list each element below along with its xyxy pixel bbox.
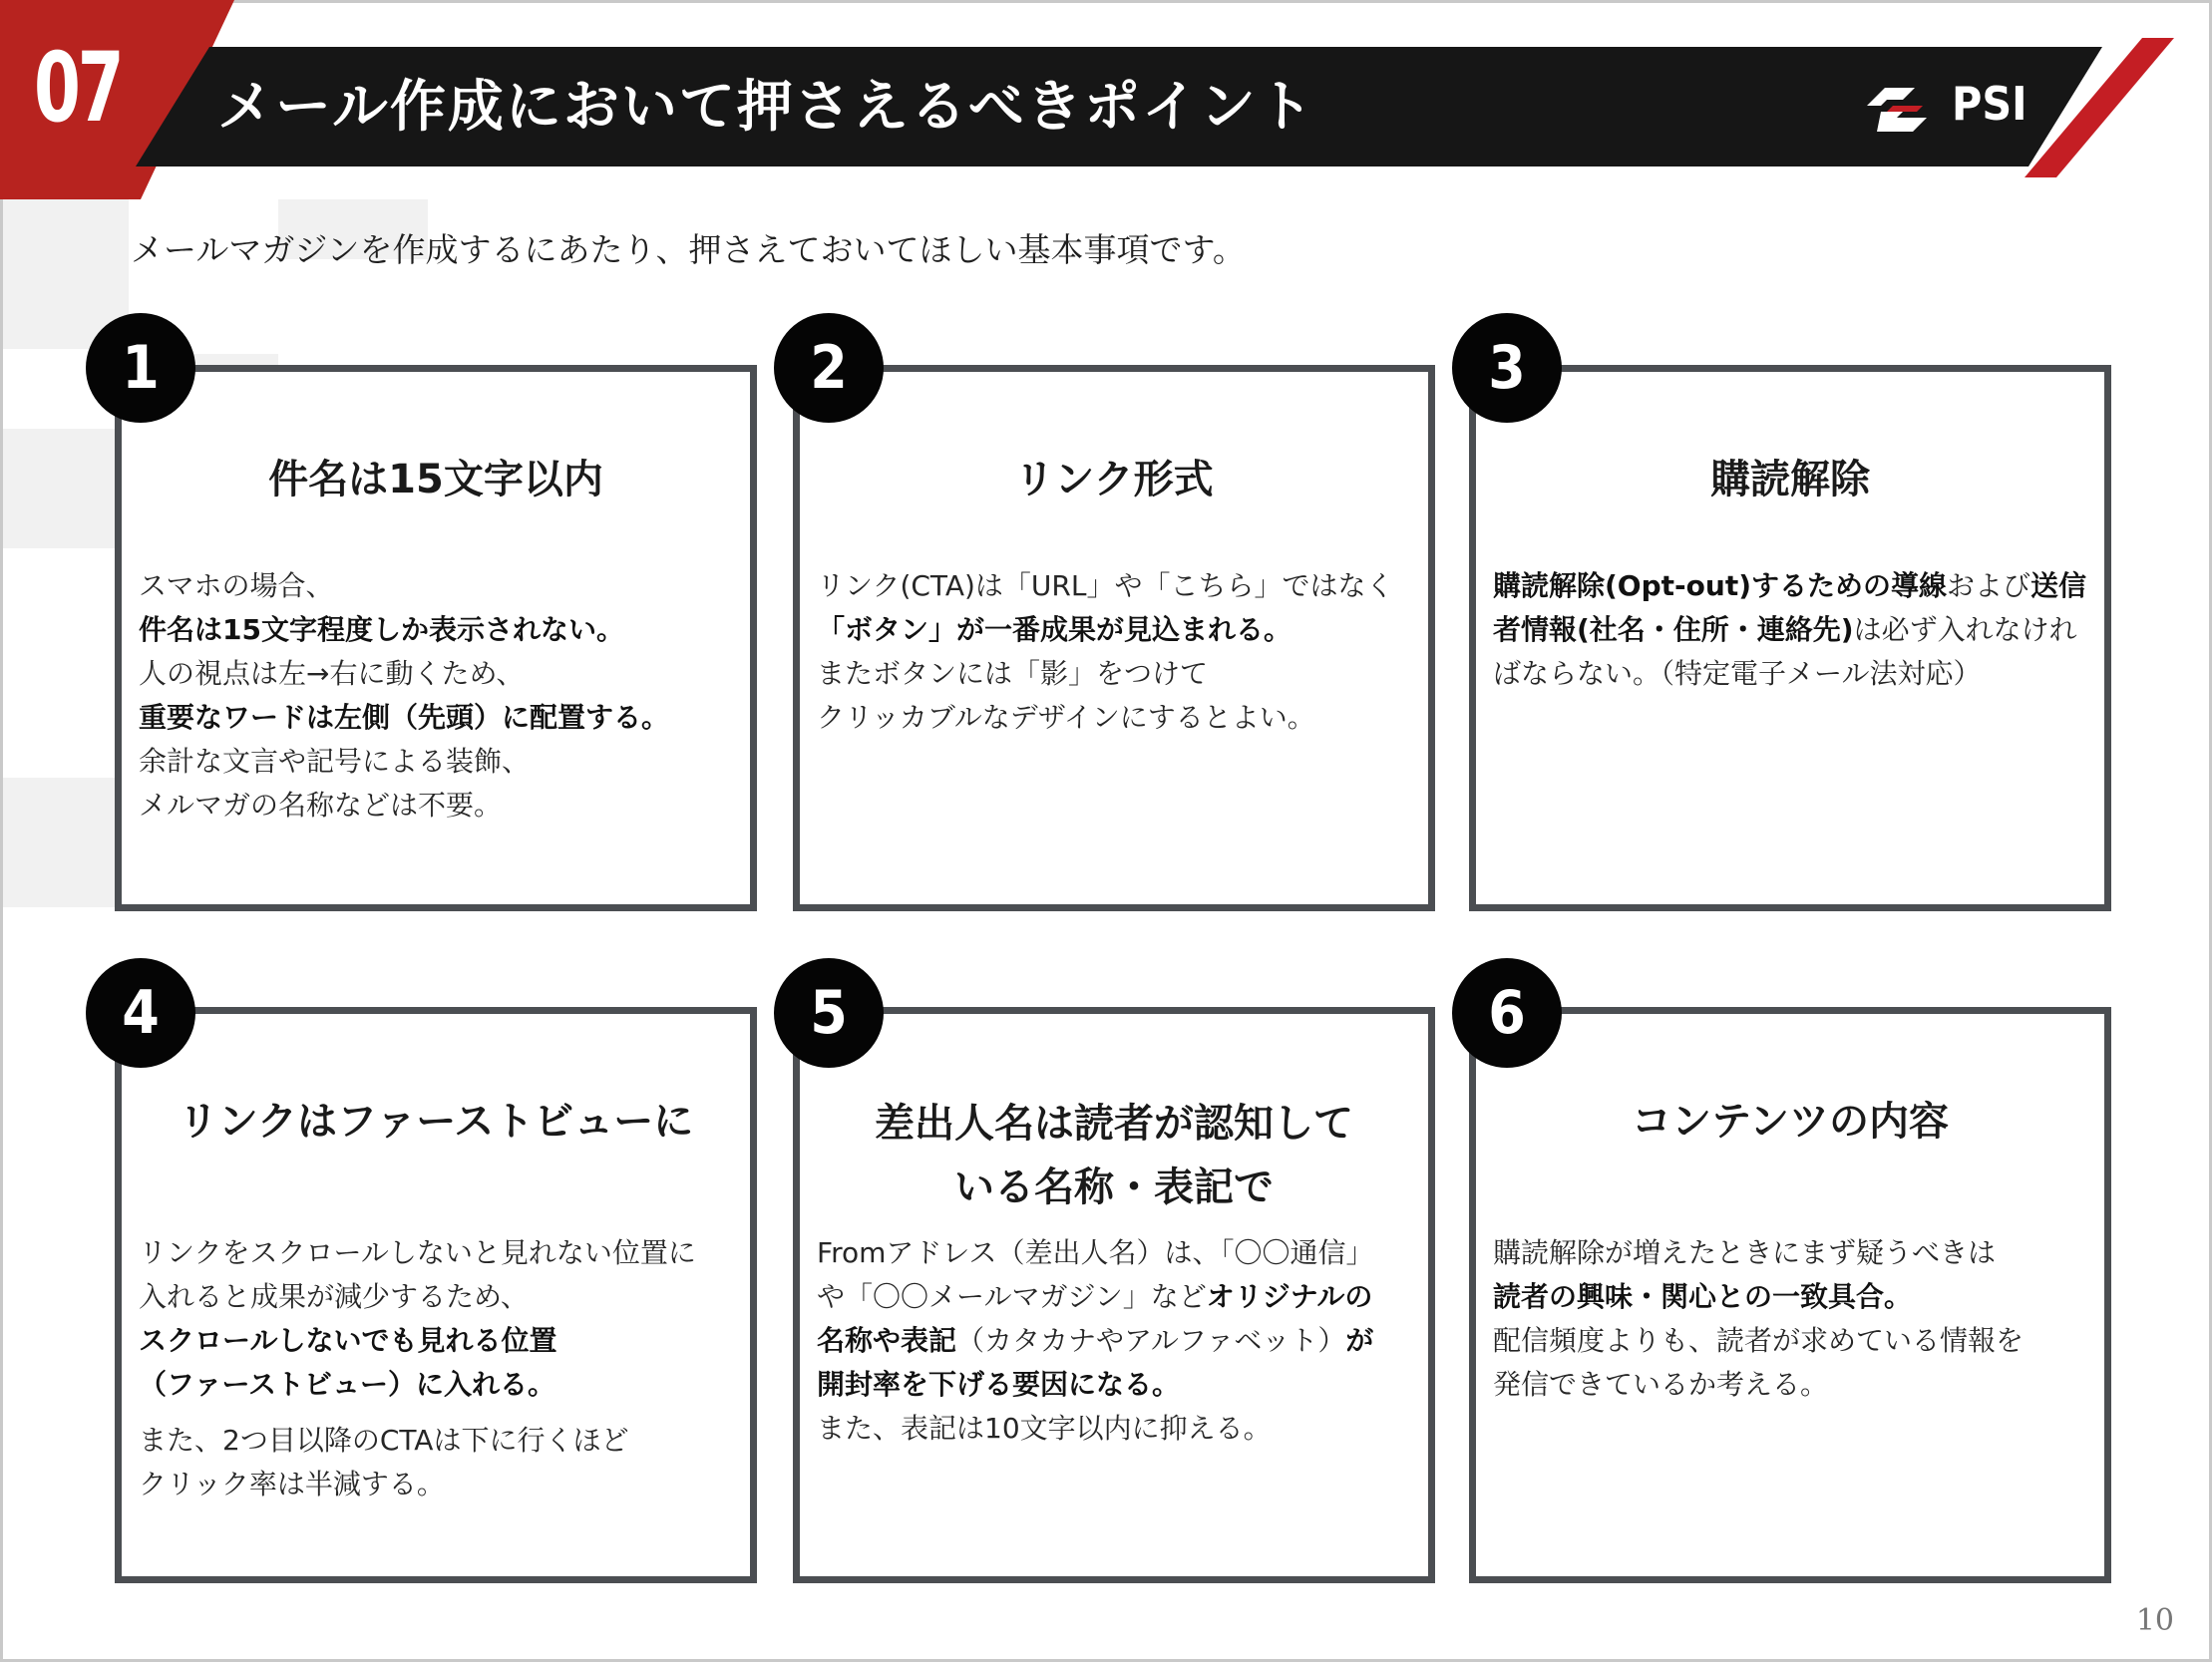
point-card-6 [1469,1007,2111,1583]
intro-text: メールマガジンを作成するにあたり、押さえておいてほしい基本事項です。 [131,230,1246,269]
body-line: 配信頻度よりも、読者が求めている情報を [1493,1324,2025,1357]
body-line-bold: 開封率を下げる要因になる。 [817,1368,1181,1401]
card-body [817,1231,1420,1451]
card-body [139,1231,742,1506]
body-line-bold: （ファーストビュー）に入れる。 [139,1368,556,1401]
body-text: や「〇〇メールマガジン」など [817,1280,1207,1313]
body-bold: 者情報(社名・住所・連絡先) [1493,613,1854,646]
card-body [1493,1231,2096,1407]
point-card-5 [793,1007,1435,1583]
body-line: またボタンには「影」をつけて [817,657,1209,690]
card-body [817,564,1420,740]
body-line-bold: 読者の興味・関心との一致具合。 [1493,1280,1913,1313]
body-line: Fromアドレス（差出人名）は、「〇〇通信」 [817,1236,1374,1269]
body-bold: オリジナルの [1206,1280,1373,1313]
body-line: スマホの場合、 [139,569,334,602]
body-text: は必ず入れなけれ [1853,613,2077,646]
card-title-line: いる名称・表記で [954,1164,1274,1210]
body-text: （カタカナやアルファベット） [956,1324,1346,1357]
body-line: クリック率は半減する。 [139,1468,445,1500]
bg-block [3,429,129,548]
body-line: リンク(CTA)は「URL」や「こちら」ではなく [817,569,1394,602]
page-number: 10 [2135,1603,2174,1638]
body-line: 入れると成果が減少するため、 [139,1280,529,1313]
body-line-bold: 件名は15文字程度しか表示されない。 [139,613,624,646]
body-line: また、表記は10文字以内に抑える。 [817,1412,1272,1445]
body-line: また、2つ目以降のCTAは下に行くほど [139,1424,629,1457]
body-line: ばならない。（特定電子メール法対応） [1493,657,1982,690]
body-line: 人の視点は左→右に動くため、 [139,657,525,690]
body-line: 余計な文言や記号による装飾、 [139,745,531,778]
card-body [1493,564,2096,696]
card-title: 購読解除 [1710,457,1870,502]
logo-text: PSI [1952,77,2028,131]
number-badge-5: 5 [774,958,884,1068]
card-title [800,1092,1428,1219]
section-number: 07 [34,32,122,144]
body-line: メルマガの名称などは不要。 [139,789,503,822]
number-badge-1: 1 [86,313,195,423]
body-line-bold: 重要なワードは左側（先頭）に配置する。 [139,701,670,734]
body-line: 購読解除が増えたときにまず疑うべきは [1493,1236,1997,1269]
number-badge-3: 3 [1452,313,1562,423]
number-badge-6: 6 [1452,958,1562,1068]
card-title: コンテンツの内容 [1632,1099,1949,1145]
body-line-bold: スクロールしないでも見れる位置 [139,1324,557,1357]
page-title: メール作成において押さえるべきポイント [217,75,1315,140]
card-title: リンクはファーストビューに [178,1099,694,1145]
card-title-line: 差出人名は読者が認知して [875,1101,1353,1147]
body-line-bold: 「ボタン」が一番成果が見込まれる。 [817,613,1292,646]
number-badge-2: 2 [774,313,884,423]
body-bold: 名称や表記 [817,1324,957,1357]
body-bold: が [1345,1324,1374,1357]
card-title: リンク形式 [1014,457,1214,502]
body-bold: 購読解除(Opt-out)するための導線 [1493,569,1948,602]
bg-block [3,778,129,907]
card-body [139,564,742,828]
body-bold: 送信 [2030,569,2087,602]
body-text: および [1947,569,2031,602]
number-badge-4: 4 [86,958,195,1068]
card-title: 件名は15文字以内 [268,457,603,502]
body-line: リンクをスクロールしないと見れない位置に [139,1236,696,1269]
point-card-4 [115,1007,757,1583]
body-line: 発信できているか考える。 [1493,1368,1829,1401]
body-line: クリッカブルなデザインにするとよい。 [817,701,1315,734]
point-card-2 [793,365,1435,911]
point-card-3 [1469,365,2111,911]
point-card-1 [115,365,757,911]
